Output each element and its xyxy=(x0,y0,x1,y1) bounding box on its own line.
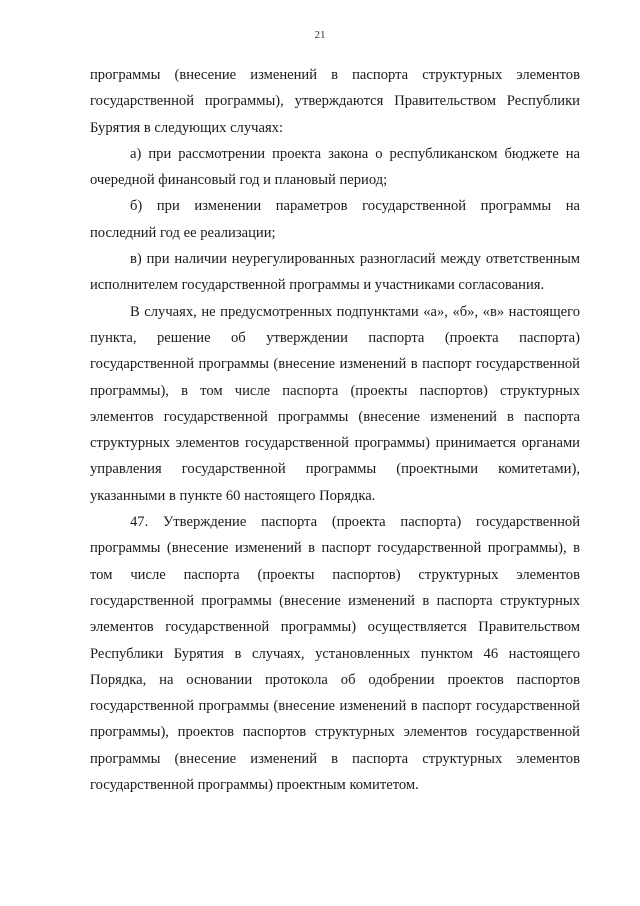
page-number: 21 xyxy=(314,29,326,41)
document-body xyxy=(90,62,580,798)
paragraph-item-a: а) при рассмотрении проекта закона о республиканском бюджете на очередной финансовый год и плановый период; xyxy=(90,145,580,189)
paragraph-continuation: программы (внесение изменений в паспорта структурных элементов государственной программы), утверждаются Правительством Республики Бурятия в следующих случаях: xyxy=(90,67,580,136)
paragraph-47: 47. Утверждение паспорта (проекта паспорта) государственной программы (внесение изменений в паспорт государственной программы), в том числе паспорта (проекты паспортов) структурных элементов государственной программы (внесение изменений в паспорта структурных элементов государственной программы) осуществляется Правительством Республики Бурятия в случаях, установленных пунктом 46 настоящего Порядка, на основании протокола об одобрении проектов паспортов государственной программы (внесение изменений в паспорт государственной программы), проектов паспортов структурных элементов государственной программы (внесение изменений в паспорта структурных элементов государственной программы) проектным комитетом. xyxy=(90,514,580,794)
paragraph-other-cases: В случаях, не предусмотренных подпунктами «а», «б», «в» настоящего пункта, решение об утверждении паспорта (проекта паспорта) государственной программы (внесение изменений в паспорт государственной программы), в том числе паспорта (проекты паспортов) структурных элементов государственной программы (внесение изменений в паспорта структурных элементов государственной программы) принимается органами управления государственной программы (проектными комитетами), указанными в пункте 60 настоящего Порядка. xyxy=(90,303,580,504)
paragraph-item-v: в) при наличии неурегулированных разногласий между ответственным исполнителем государственной программы и участниками согласования. xyxy=(90,251,580,294)
paragraph-item-b: б) при изменении параметров государственной программы на последний год ее реализации; xyxy=(90,198,580,241)
